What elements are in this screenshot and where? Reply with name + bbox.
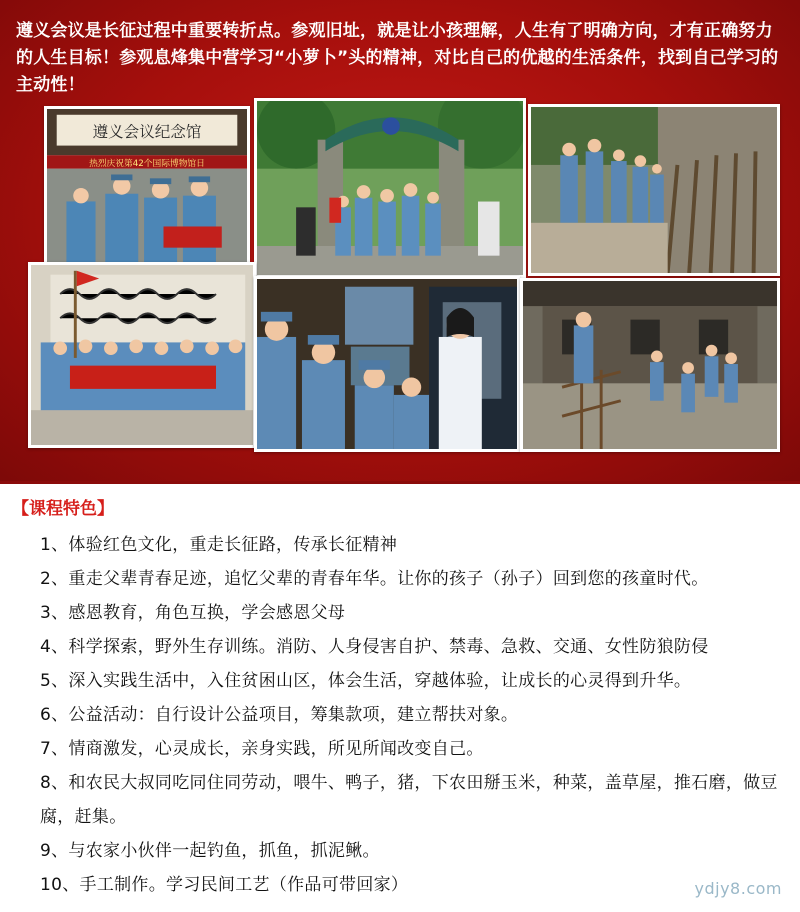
museum-sign-text: 遵义会议纪念馆 xyxy=(92,122,202,141)
list-item: 6、公益活动：自行设计公益项目，筹集款项，建立帮扶对象。 xyxy=(40,705,519,725)
site-watermark: ydjy8.com xyxy=(694,879,782,898)
list-item: 7、情商激发，心灵成长，亲身实践，所见所闻改变自己。 xyxy=(40,739,484,759)
photo-museum-entrance xyxy=(44,106,250,268)
course-features-heading: 【课程特色】 xyxy=(12,499,114,519)
photo-group-calligraphy-wall xyxy=(28,262,256,448)
photo-old-building xyxy=(520,278,780,452)
photo-museum-guide xyxy=(254,276,520,452)
museum-red-banner-text: 热烈庆祝第42个国际博物馆日 xyxy=(89,158,205,169)
list-item: 3、感恩教育，角色互换，学会感恩父母 xyxy=(40,603,346,623)
list-item: 1、体验红色文化，重走长征路，传承长征精神 xyxy=(40,535,398,555)
course-features-list xyxy=(40,528,796,902)
list-item: 2、重走父辈青春足迹，追忆父辈的青春年华。让你的孩子（孙子）回到您的孩童时代。 xyxy=(40,569,709,589)
photo-stone-gate xyxy=(254,98,526,278)
photo-cliff-trail xyxy=(528,104,780,276)
banner-intro-text: 遵义会议是长征过程中重要转折点。参观旧址，就是让小孩理解，人生有了明确方向，才有正确努力的人生目标！参观息烽集中营学习“小萝卜”头的精神，对比自己的优越的生活条件，找到自己学习的主动性！ xyxy=(16,21,779,95)
list-item: 5、深入实践生活中，入住贫困山区，体会生活，穿越体验，让成长的心灵得到升华。 xyxy=(40,671,692,691)
list-item: 10、手工制作。学习民间工艺（作品可带回家） xyxy=(40,875,409,895)
list-item: 8、和农民大叔同吃同住同劳动，喂牛、鸭子，猪，下农田掰玉米，种菜，盖草屋，推石磨，做豆腐，赶集。 xyxy=(40,773,778,827)
list-item: 4、科学探索，野外生存训练。消防、人身侵害自护、禁毒、急救、交通、女性防狼防侵 xyxy=(40,637,709,657)
list-item: 9、与农家小伙伴一起钓鱼，抓鱼，抓泥鳅。 xyxy=(40,841,380,861)
